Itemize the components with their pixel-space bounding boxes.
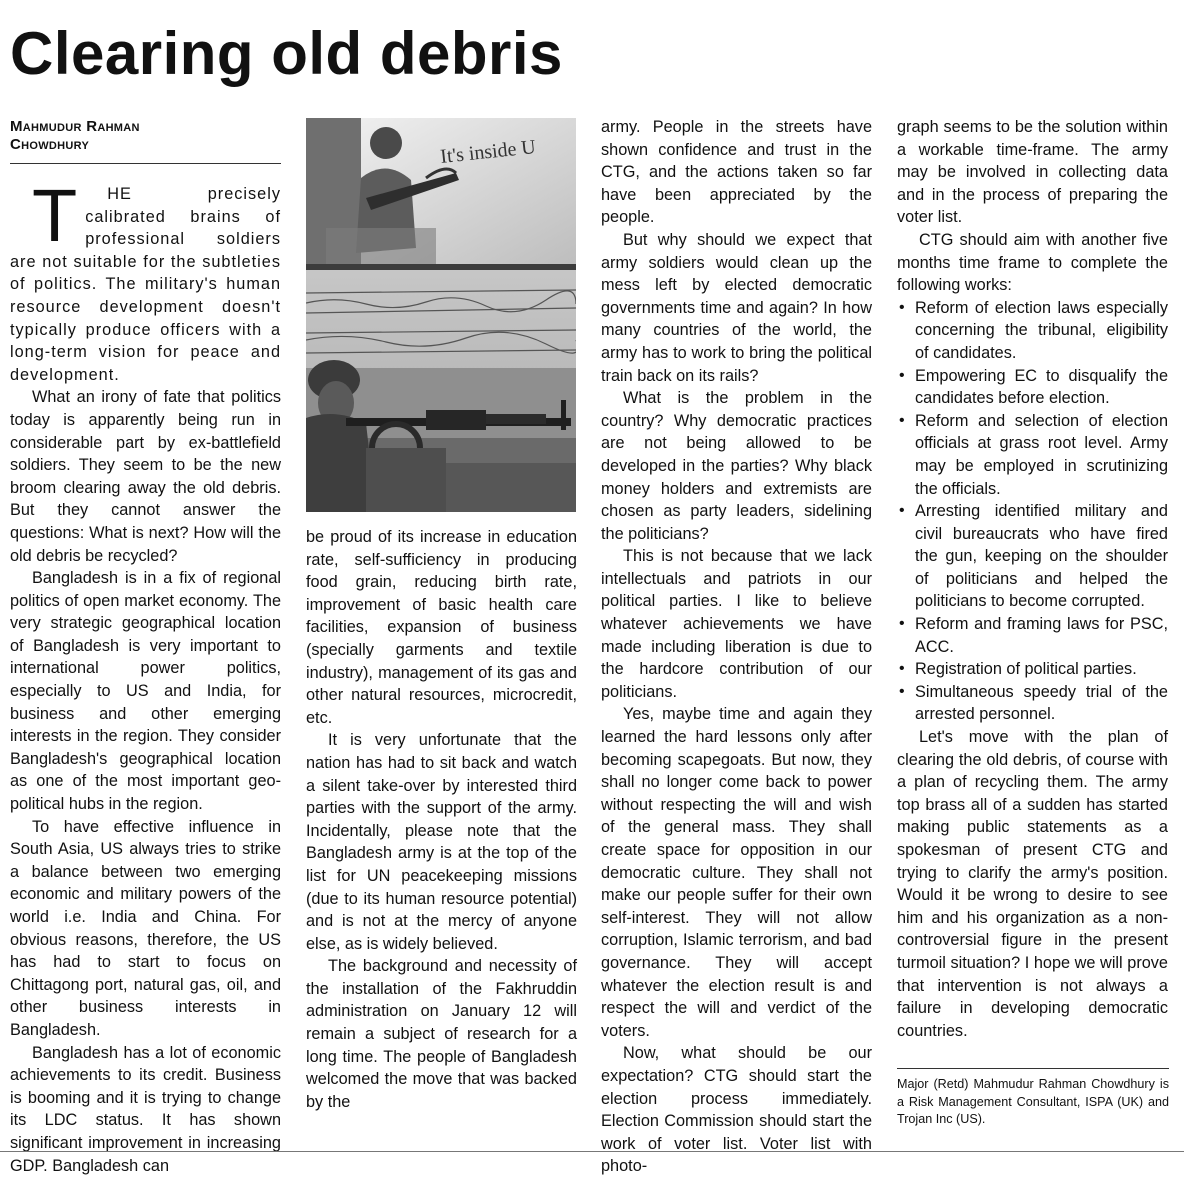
byline [10, 118, 281, 154]
paragraph: CTG should aim with another five months time frame to complete the following works: [897, 230, 1168, 295]
footnote-divider [897, 1068, 1169, 1069]
article-column-2 [306, 526, 577, 1113]
news-photo-soldier [306, 118, 576, 512]
paragraph: What is the problem in the country? Why democratic practices are not being allowed to be developed in the parties? Why black money holders and extremists are chosen as party leaders, sidelining the politicians? [601, 389, 872, 543]
byline-line-1: Mahmudur Rahman [10, 118, 140, 135]
paragraph: This is not because that we lack intellectuals and patriots in our political parties. I like to believe whatever achievements we have made including liberation is due to the hardcore contribution of our politicians. [601, 547, 872, 701]
list-item: • Registration of political parties. [897, 658, 1168, 681]
lead-paragraph [10, 174, 281, 386]
paragraph: Now, what should be our expectation? CTG should start the election process immediately. Election Commission should start the work of voter list. Voter list with photo- [601, 1044, 872, 1176]
byline-line-2: Chowdhury [10, 136, 90, 153]
paragraph: Bangladesh has a lot of economic achievements to its credit. Business is booming and it is trying to change its LDC status. It has shown significant improvement in increasing GDP. Bangladesh can [10, 1043, 281, 1175]
list-item: • Reform and framing laws for PSC, ACC. [897, 613, 1168, 658]
list-item: • Empowering EC to disqualify the candidates before election. [897, 365, 1168, 410]
paragraph: Yes, maybe time and again they learned the hard lessons only after becoming scapegoats. But now, they shall no longer come back to power without respecting the will and wish of the general mass. They shall create space for opposition in our democratic culture. They shall not make our people suffer for their own self-interest. They will not allow corruption, Islamic terrorism, and bad governance. They will accept whatever the election result is and respect the will and verdict of the voters. [601, 705, 872, 1040]
article-column-4 [897, 116, 1168, 1042]
paragraph: What an irony of fate that politics today is apparently being run in considerable part by ex-battlefield soldiers. They seem to be the new broom clearing away the old debris. But they cannot answer the questions: What is next? How will the old debris be recycled? [10, 388, 281, 565]
paragraph: The background and necessity of the installation of the Fakhruddin administration on January 12 will remain a subject of research for a long time. The people of Bangladesh welcomed the move that was backed by the [306, 957, 577, 1111]
list-item: • Arresting identified military and civil bureaucrats who have fired the gun, keeping on the shoulder of politicians and helped the politicians to become corrupted. [897, 500, 1168, 613]
paragraph: Bangladesh is in a fix of regional politics of open market economy. The very strategic geographical location of Bangladesh is very important to international power politics, especially to US and India, for business and other emerging interests in the region. They consider Bangladesh's geographical location as one of the most important geo-political hubs in the region. [10, 569, 281, 814]
page-bottom-rule [0, 1151, 1184, 1152]
paragraph: be proud of its increase in education rate, self-sufficiency in producing food grain, reducing birth rate, improvement of basic health care facilities, expansion of business (specially garments and textile industry), management of its gas and other natural resources, microcredit, etc. [306, 528, 577, 727]
paragraph: graph seems to be the solution within a workable time-frame. The army may be involved in collecting data and in the process of preparing the voter list. [897, 118, 1168, 227]
lead-text: HE precisely calibrated brains of professional soldiers are not suitable for the subtleties of politics. The military's human resource development doesn't typically produce officers with a long-term vision for peace and development. [10, 185, 281, 384]
headline: Clearing old debris [10, 20, 563, 87]
list-item: • Simultaneous speedy trial of the arrested personnel. [897, 681, 1168, 726]
list-item: • Reform and selection of election officials at grass root level. Army may be employed in scrutinizing the officials. [897, 410, 1168, 500]
article-column-3 [601, 116, 872, 1178]
drop-cap: T [32, 174, 78, 257]
paragraph: Let's move with the plan of clearing the old debris, of course with a plan of recycling them. The army top brass all of a sudden has started making public statements as a spokesman of present CTG and trying to clarify the army's position. Would it be wrong to desire to see him and his organization as a non-controversial figure in the present turmoil situation? I hope we will prove that intervention is not always a failure in developing democratic countries. [897, 728, 1168, 1040]
article-column-1 [10, 174, 281, 1177]
list-item: • Reform of election laws especially concerning the tribunal, eligibility of candidates. [897, 297, 1168, 365]
photo-illustration [306, 118, 576, 512]
author-footnote: Major (Retd) Mahmudur Rahman Chowdhury is a Risk Management Consultant, ISPA (UK) and Trojan Inc (US). [897, 1077, 1169, 1127]
paragraph: But why should we expect that army soldiers would clean up the mess left by elected democratic governments time and again? In how many countries of the world, the army has to work to bring the political train back on its rails? [601, 230, 872, 385]
paragraph: army. People in the streets have shown confidence and trust in the CTG, and the actions taken so far have been appreciated by the people. [601, 118, 872, 227]
billboard-text: It's inside U [439, 136, 537, 168]
paragraph: It is very unfortunate that the nation has had to sit back and watch a silent take-over by interested third parties with the support of the army. Incidentally, please note that the Bangladesh army is at the top of the list for UN peacekeeping missions (due to its human resource potential) and is not at the mercy of anyone else, as is widely believed. [306, 731, 577, 953]
reform-list [897, 297, 1168, 726]
byline-divider [10, 163, 281, 164]
paragraph: To have effective influence in South Asia, US always tries to strike a balance between two emerging economic and military powers of the world i.e. India and China. For obvious reasons, therefore, the US has had to start to focus on Chittagong port, natural gas, oil, and other business interests in Bangladesh. [10, 817, 281, 1039]
